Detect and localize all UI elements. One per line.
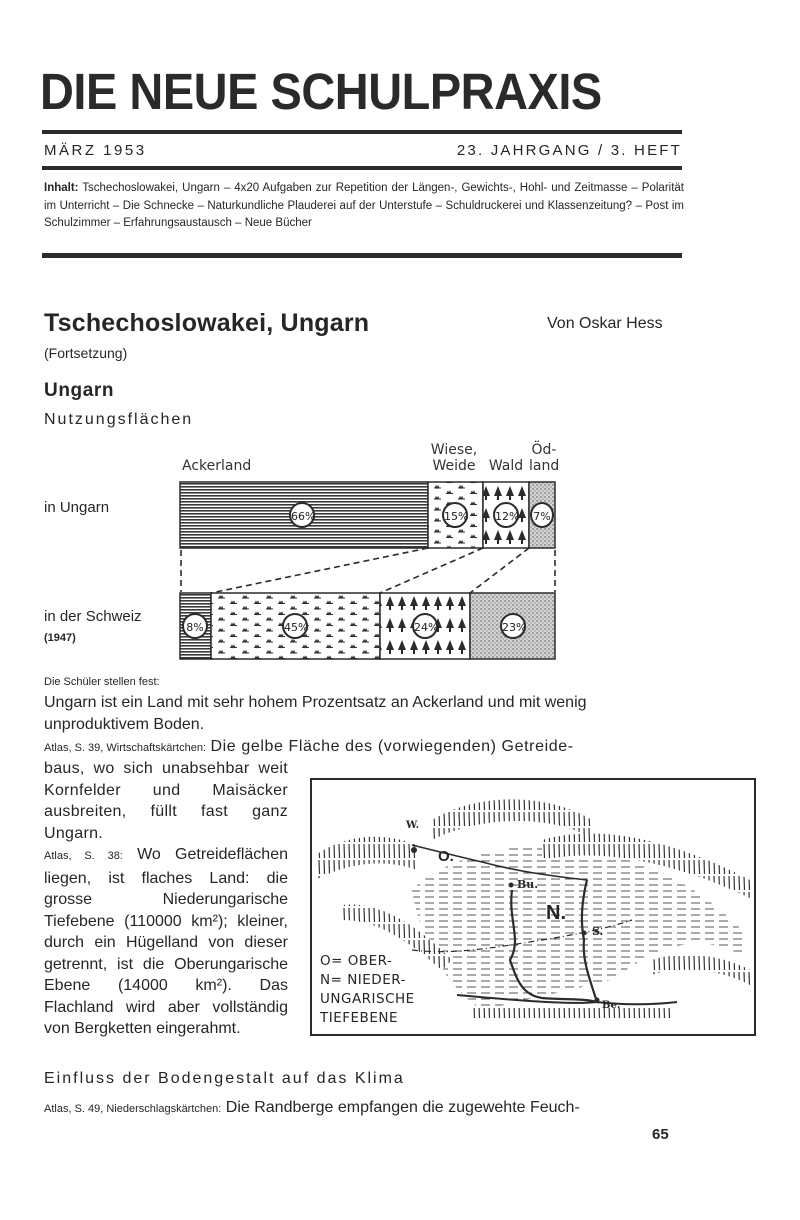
atlas38-text: Wo Getreideflächen liegen, ist flaches Land: die grosse Niederungarische Tiefebene (110000 km²); kleiner, durch ein Hügelland von dieser getrennt, ist die Oberungarische Ebene (14000 km²). Das Flachland wird aber vollständig von Bergketten eingerahmt.	[44, 846, 289, 1037]
atlas38-reference: Atlas, S. 38:	[44, 850, 123, 862]
row-label-hungary: in Ungarn	[44, 499, 110, 516]
article-byline: Von Oskar Hess	[547, 315, 663, 332]
map-label-szeged: S.	[592, 925, 604, 938]
map-legend-line4: TIEFEBENE	[320, 1010, 398, 1026]
map-label-belgrad: Be.	[602, 1000, 621, 1011]
row-label-switzerland-year: (1947)	[44, 632, 76, 644]
legend-wiese-weide	[426, 442, 482, 474]
atlas39-paragraph	[44, 736, 684, 760]
map-label-budapest: Bu.	[517, 878, 539, 891]
atlas39-text-continued: baus, wo sich unabsehbar weit Kornfelder und Maisäcker ausbreiten, füllt fast ganz Ungarn.	[44, 760, 288, 842]
section-heading: Ungarn	[44, 380, 115, 401]
legend-wiese-line1: Wiese,	[430, 442, 478, 458]
map-legend-line2: N= NIEDER-	[320, 972, 406, 988]
subsection-heading: Nutzungsflächen	[44, 411, 194, 428]
article-title: Tschechoslowakei, Ungarn	[44, 309, 370, 337]
atlas49-reference: Atlas, S. 49, Niederschlagskärtchen:	[44, 1103, 222, 1115]
climate-heading: Einfluss der Bodengestalt auf das Klima	[44, 1070, 405, 1087]
legend-oedland-line1: Öd-	[531, 442, 557, 458]
atlas38-paragraph	[44, 844, 288, 1040]
legend-oedland	[529, 442, 559, 474]
atlas49-paragraph	[44, 1097, 684, 1121]
map-legend	[320, 952, 415, 1028]
value-hu-oedland: 7%	[530, 502, 554, 528]
atlas49-text: Die Randberge empfangen die zugewehte Feuch-	[225, 1099, 580, 1116]
issue-date: MÄRZ 1953	[44, 142, 147, 159]
value-hu-wiese: 15%	[442, 502, 468, 528]
finding-text: Ungarn ist ein Land mit sehr hohem Prozentsatz an Ackerland und mit wenig unproduktivem Boden.	[44, 694, 587, 733]
legend-ackerland: Ackerland	[182, 458, 252, 474]
map-legend-line3: UNGARISCHE	[320, 991, 415, 1007]
value-ch-oedland: 23%	[500, 613, 526, 639]
row-label-switzerland: in der Schweiz	[44, 608, 142, 625]
map-label-ober: O.	[438, 848, 454, 865]
continuation-note: (Fortsetzung)	[44, 345, 128, 361]
value-ch-ackerland: 8%	[182, 613, 208, 639]
atlas39-reference: Atlas, S. 39, Wirtschaftskärtchen:	[44, 742, 207, 754]
findings-label: Die Schüler stellen fest:	[44, 676, 160, 688]
legend-wald: Wald	[488, 458, 524, 474]
legend-oedland-line2: land	[529, 458, 560, 474]
value-ch-wiese: 45%	[282, 613, 308, 639]
map-label-nieder: N.	[546, 902, 566, 924]
issue-number: 23. JAHRGANG / 3. HEFT	[456, 142, 682, 159]
hungary-relief-map	[310, 778, 756, 1036]
map-label-wien: W.	[406, 820, 420, 831]
masthead-title: DIE NEUE SCHULPRAXIS	[40, 63, 602, 120]
value-hu-wald: 12%	[493, 502, 519, 528]
legend-wiese-line2: Weide	[432, 458, 476, 474]
atlas39-text-start: Die gelbe Fläche des (vorwiegenden) Getreide-	[210, 738, 574, 755]
contents-label: Inhalt:	[44, 182, 79, 194]
value-hu-ackerland: 66%	[289, 502, 315, 528]
page-number: 65	[652, 1126, 669, 1143]
contents-text: Tschechoslowakei, Ungarn – 4x20 Aufgaben zur Repetition der Längen-, Gewichts-, Hohl- und Zeitmasse – Polarität im Unterricht – Die Schnecke – Naturkundliche Plauderei auf der Unterstufe – Schuldruckerei und Klassenzeitung? – Post im Schulzimmer – Erfahrungsaustausch – Neue Bücher	[44, 182, 684, 229]
map-legend-line1: O= OBER-	[320, 953, 393, 969]
value-ch-wald: 24%	[412, 613, 438, 639]
